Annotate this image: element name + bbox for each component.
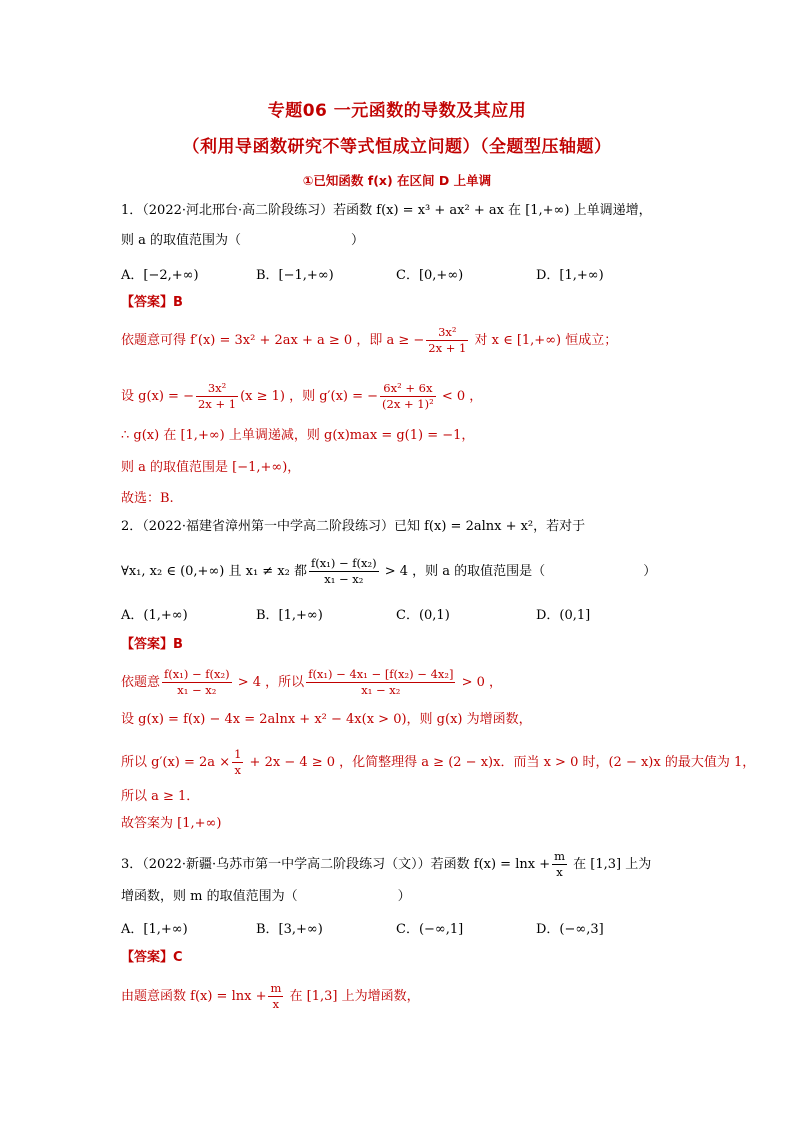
q2-stem-line-2 — [121, 557, 656, 586]
q2-option-c: C．(0,1) — [396, 608, 450, 623]
q3-s1-fraction: $\frac{m}{x}$ — [270, 981, 282, 1011]
q1-stem-line-1: 1．（2022·河北邢台·高二阶段练习）若函数 f(x) = x³ + ax² + ax 在 [1,+∞) 上单调递增， — [121, 203, 652, 218]
q2-s1-fraction-1: $\frac{\text{f(x₁) − f(x₂)}}{\text{x₁ − x₂}}$ — [164, 667, 230, 697]
q2-option-d: D．(0,1] — [536, 608, 591, 623]
q1-solution-line-4: 则 a 的取值范围是 [−1,+∞)， — [121, 460, 301, 475]
q1-s1-text-b: 对 x ∈ [1,+∞) 恒成立； — [470, 333, 618, 348]
q1-s2-text-b: (x ≥ 1) ，则 g′(x) = − — [240, 389, 379, 404]
q3-option-c: C．(−∞,1] — [396, 922, 464, 937]
q2-solution-line-3 — [121, 748, 755, 777]
q2-answer: 【答案】B — [121, 637, 183, 652]
q2-stem-fraction: $\frac{\text{f(x₁) − f(x₂)}}{\text{x₁ − x₂}}$ — [311, 556, 377, 586]
q1-option-b: B．[−1,+∞) — [256, 268, 334, 283]
q2-s1-fraction-2: $\frac{\text{f(x₁) − 4x₁ − [f(x₂) − 4x₂]}}{\text{x₁ − x₂}}$ — [308, 667, 454, 697]
q1-solution-line-2 — [121, 382, 482, 411]
q1-solution-line-5: 故选：B. — [121, 491, 174, 506]
q3-option-d: D．(−∞,3] — [536, 922, 604, 937]
q2-stem-text-b: > 4 ，则 a 的取值范围是（ — [380, 564, 546, 579]
q2-option-a: A．(1,+∞) — [121, 608, 188, 623]
q3-stem-text-b: 在 [1,3] 上为 — [569, 857, 652, 872]
q2-s3-fraction: $\frac{1}{x}$ — [234, 747, 242, 777]
q1-s1-text-a: 依题意可得 f′(x) = 3x² + 2ax + a ≥ 0 ，即 a ≥ − — [121, 333, 425, 348]
q3-s1-text-a: 由题意函数 f(x) = lnx + — [121, 989, 267, 1004]
q2-s3-text-b: + 2x − 4 ≥ 0 ，化简整理得 a ≥ (2 − x)x．而当 x > 0 时，(2 − x)x 的最大值为 1， — [245, 755, 756, 770]
q3-stem-fraction: $\frac{m}{x}$ — [554, 849, 565, 879]
q2-stem-paren: ） — [643, 564, 657, 579]
q1-s2-text-c: < 0 ， — [437, 389, 483, 404]
q2-stem-text-a: ∀x₁, x₂ ∈ (0,+∞) 且 x₁ ≠ x₂ 都 — [121, 564, 307, 579]
q1-s2-fraction-2: $\frac{\text{6x² + 6x}}{\text{(2x + 1)²}}$ — [382, 381, 434, 411]
q1-option-c: C．[0,+∞) — [396, 268, 464, 283]
q3-stem-line-1 — [121, 850, 651, 879]
q1-solution-line-1 — [121, 326, 617, 355]
q3-answer: 【答案】C — [121, 950, 183, 965]
q2-stem-line-1: 2．（2022·福建省漳州第一中学高二阶段练习）已知 f(x) = 2alnx + x²，若对于 — [121, 519, 586, 534]
q2-solution-line-4: 所以 a ≥ 1． — [121, 789, 200, 804]
q2-solution-line-1 — [121, 668, 502, 697]
q1-s2-fraction-1: $\frac{\text{3x²}}{2x + 1}$ — [197, 381, 237, 411]
q2-solution-line-5: 故答案为 [1,+∞) — [121, 816, 222, 831]
q2-s1-text-b: > 4 ，所以 — [233, 675, 305, 690]
title-line-2: （利用导函数研究不等式恒成立问题）（全题型压轴题） — [182, 137, 612, 157]
q2-s1-text-c: > 0 ， — [457, 675, 503, 690]
q3-solution-line-1 — [121, 982, 420, 1011]
q1-solution-line-3: ∴ g(x) 在 [1,+∞) 上单调递减，则 g(x)max = g(1) = −1， — [121, 428, 475, 443]
q3-s1-text-b: 在 [1,3] 上为增函数， — [285, 989, 420, 1004]
q2-option-b: B．[1,+∞) — [256, 608, 323, 623]
q3-stem-paren: ） — [397, 889, 411, 904]
q3-option-b: B．[3,+∞) — [256, 922, 323, 937]
q3-stem-line-2 — [121, 888, 411, 906]
q1-option-d: D．[1,+∞) — [536, 268, 604, 283]
q1-answer: 【答案】B — [121, 295, 183, 310]
q1-stem-line-2 — [121, 232, 364, 250]
q2-s1-text-a: 依题意 — [121, 675, 161, 690]
section-heading: ①已知函数 f(x) 在区间 D 上单调 — [302, 173, 492, 188]
q3-option-a: A．[1,+∞) — [121, 922, 188, 937]
q1-stem-paren: ） — [351, 233, 365, 248]
q1-stem-text: 则 a 的取值范围为（ — [121, 233, 242, 248]
q3-stem-text: 增函数，则 m 的取值范围为（ — [121, 889, 298, 904]
q2-s3-text-a: 所以 g′(x) = 2a × — [121, 755, 231, 770]
q1-option-a: A．[−2,+∞) — [121, 268, 199, 283]
q1-s1-fraction: $\frac{\text{3x²}}{2x + 1}$ — [428, 325, 467, 355]
q2-solution-line-2: 设 g(x) = f(x) − 4x = 2alnx + x² − 4x(x > 0)，则 g(x) 为增函数， — [121, 712, 532, 727]
q3-stem-text-a: 3．（2022·新疆·乌苏市第一中学高二阶段练习（文））若函数 f(x) = lnx + — [121, 857, 551, 872]
title-line-1: 专题06 一元函数的导数及其应用 — [267, 101, 527, 121]
q1-s2-text-a: 设 g(x) = − — [121, 389, 194, 404]
